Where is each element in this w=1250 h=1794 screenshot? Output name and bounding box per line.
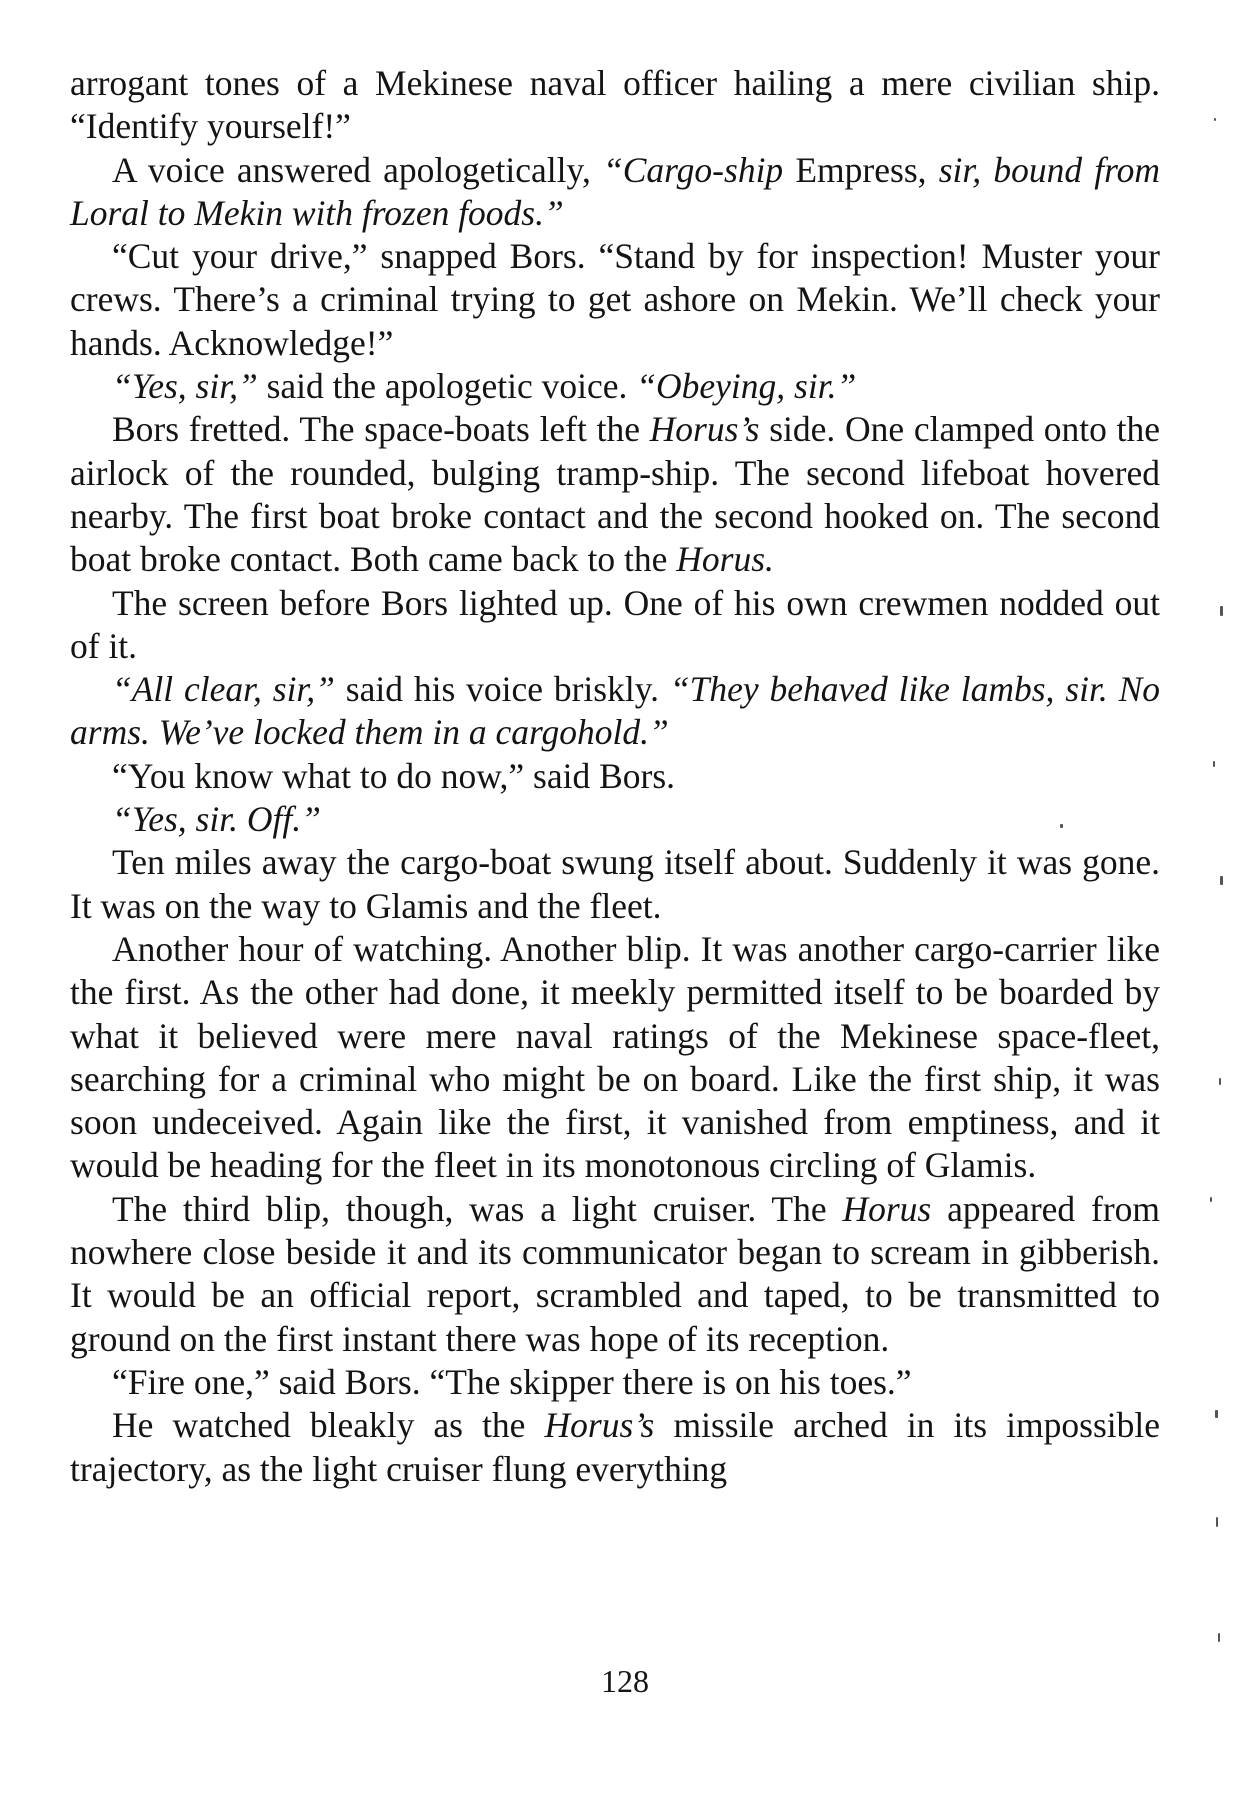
page-body	[70, 62, 1160, 1491]
text-run: A voice answered apologetically,	[112, 149, 604, 190]
scan-speck	[1216, 1517, 1218, 1527]
text-run: “Cut your drive,” snapped Bors. “Stand by for inspection! Muster your crews. There’s a criminal trying to get ashore on Mekin. We’ll check your hands. Acknowledge!”	[70, 236, 1160, 363]
italic-text: Horus’s	[649, 409, 760, 450]
scan-speck	[1213, 761, 1215, 767]
paragraph	[70, 1361, 1160, 1404]
scan-speck	[1219, 1078, 1221, 1085]
italic-text: “Yes, sir. Off.”	[112, 799, 321, 840]
scan-speck	[1210, 1197, 1212, 1202]
italic-text: “All clear, sir,”	[112, 669, 335, 710]
scan-speck	[1218, 1633, 1220, 1642]
text-run: side. One clamped onto the airlock of the rounded, bulging tramp-ship. The second lifeboat hovered nearby. The first boat broke contact and the second hooked on. The second boat broke contact. Both came back to the	[70, 409, 1160, 580]
text-run: arrogant tones of a Mekinese naval officer hailing a mere civilian ship. “Identify yourself!”	[70, 63, 1160, 147]
text-run: Bors fretted. The space-boats left the	[112, 409, 650, 450]
paragraph	[70, 755, 1160, 798]
page-number: 128	[601, 1663, 649, 1699]
scan-speck	[1214, 118, 1216, 121]
paragraph	[70, 235, 1160, 365]
text-run: “You know what to do now,” said Bors.	[112, 755, 676, 796]
italic-text: sir, bound from Loral to Mekin with frozen foods.”	[70, 149, 1161, 233]
paragraph	[70, 841, 1160, 928]
italic-text: Horus’s	[544, 1405, 655, 1446]
paragraph	[70, 928, 1160, 1188]
scan-speck	[1060, 824, 1063, 828]
paragraph	[70, 1404, 1160, 1491]
scan-speck	[1215, 1410, 1218, 1418]
text-run: “Fire one,” said Bors. “The skipper there is on his toes.”	[112, 1361, 912, 1402]
italic-text: “Yes, sir,”	[112, 366, 258, 407]
text-run: said the apologetic voice.	[257, 366, 637, 407]
italic-text: Horus.	[676, 539, 774, 580]
scan-speck	[1220, 876, 1223, 885]
text-run: Ten miles away the cargo-boat swung itself about. Suddenly it was gone. It was on the way to Glamis and the fleet.	[70, 842, 1160, 926]
text-run: The third blip, though, was a light cruiser. The	[112, 1188, 843, 1229]
paragraph	[70, 365, 1160, 408]
text-run: He watched bleakly as the	[112, 1405, 545, 1446]
text-run: Empress,	[795, 149, 939, 190]
paragraph	[70, 798, 1160, 841]
text-run: Another hour of watching. Another blip. It was another cargo-carrier like the first. As the other had done, it meekly permitted itself to be boarded by what it believed were mere naval ratings of the Mekinese space-fleet, searching for a criminal who might be on board. Like the first ship, it was soon undeceived. Again like the first, it vanished from emptiness, and it would be heading for the fleet in its monotonous circling of Glamis.	[70, 928, 1160, 1186]
text-run: appeared from nowhere close beside it and its communicator began to scream in gibberish. It would be an official report, scrambled and taped, to be transmitted to ground on the first instant there was hope of its reception.	[70, 1188, 1161, 1359]
text-run: said his voice briskly.	[334, 669, 670, 710]
text-run: The screen before Bors lighted up. One of his own crewmen nodded out of it.	[70, 582, 1160, 666]
italic-text: “Obeying, sir.”	[636, 366, 857, 407]
paragraph	[70, 62, 1160, 149]
paragraph	[70, 668, 1160, 755]
scan-speck	[1220, 606, 1223, 616]
paragraph	[70, 582, 1160, 669]
italic-text: Horus	[842, 1188, 932, 1229]
paragraph	[70, 149, 1160, 236]
paragraph	[70, 1188, 1160, 1361]
italic-text: “Cargo-ship	[603, 149, 796, 190]
text-run: missile arched in its impossible trajectory, as the light cruiser flung everything	[70, 1405, 1160, 1489]
paragraph	[70, 408, 1160, 581]
italic-text: “They behaved like lambs, sir. No arms. We’ve locked them in a cargohold.”	[70, 669, 1161, 753]
